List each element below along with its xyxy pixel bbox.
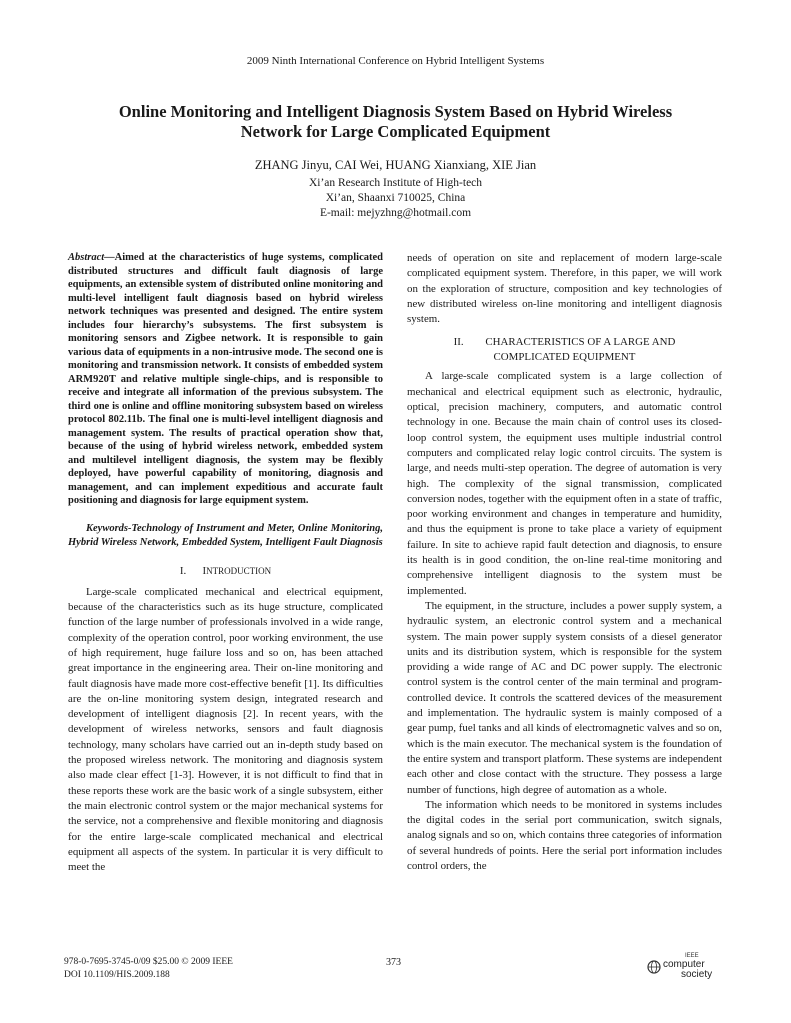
- affiliation-email: E-mail: mejyzhng@hotmail.com: [319, 207, 472, 219]
- authors: ZHANG Jinyu, CAI Wei, HUANG Xianxiang, XIE Jian: [254, 158, 537, 172]
- keywords: Keywords-Technology of Instrument and Meter, Online Monitoring, Hybrid Wireless Network, Embedded System, Intelligent Fault Diagnosis: [68, 522, 383, 548]
- continued-paragraph: needs of operation on site and replacement of modern large-scale complicated equipment system. Therefore, in this paper, we will work on the exploration of structure, composition and key technologies of new distributed wireless on-line monitoring and intelligent diagnosis system.: [407, 252, 722, 326]
- conference-header: 2009 Ninth International Conference on Hybrid Intelligent Systems: [246, 55, 545, 67]
- computer-society-logo-icon: [645, 950, 725, 980]
- footer-isbn: 978-0-7695-3745-0/09 $25.00 © 2009 IEEE: [64, 957, 233, 967]
- logo-line-2: society: [681, 969, 713, 980]
- paper-title: [60, 102, 731, 142]
- affiliation-institute: Xi’an Research Institute of High-tech: [308, 177, 483, 189]
- logo-ieee-text: IEEE: [685, 953, 699, 959]
- section-2-paragraph-1: A large-scale complicated system is a large collection of mechanical and electrical equipment such as electronic, hydraulic, optical, precision machinery, computers, and automatic control technology in one. Because the main chain of control uses its closed-loop control system, the equipment uses multiple industrial control computers and complicated relay logic control circuits. The system is large, and needs multi-step operation. The degree of automation is very high. The complexity of the signal transmission, complicated conversion nodes, together with the equipment often in a state of traffic, poor working environment and changes in temperature and humidity, and thus the equipment is prone to take place a variety of equipment failure. In site to achieve rapid fault detection and diagnosis, to ensure its health is in good condition, the on-line real-time monitoring and comprehensive intelligent diagnosis to the system must be implemented.: [407, 370, 722, 597]
- section-1-heading: I. INTRODUCTION: [179, 564, 272, 577]
- title-line-2: Network for Large Complicated Equipment: [240, 122, 551, 141]
- abstract-label: Abstract: [68, 252, 105, 263]
- title-line-1: Online Monitoring and Intelligent Diagnosis System Based on Hybrid Wireless: [118, 102, 673, 121]
- introduction-paragraph: Large-scale complicated mechanical and electrical equipment, because of the characteristics such as its huge structure, complicated function of the large number of professionals involved in a wide range, complexity of the operation control, poor working environment, the use of high requirement, huge failure loss and so on, has been attached great importance in the engineering area. Their on-line monitoring and fault diagnosis have made more cost-effective benefit [1]. Its difficulties are the on-line monitoring system design, integrated research and development of intelligent diagnosis [2]. In recent years, with the development of wireless networks, sensors and fault diagnosis technology, many scholars have carried out an in-depth study based on the proposed wireless network. The monitoring and diagnosis system also made clear effect [1-3]. However, it is not difficult to find that in these reports these work are the basic work of a single subsystem, either the main electronic control system or the major mechanical systems for the service, not a comprehensive and flexible monitoring and diagnosis for the entire large-scale complicated mechanical and electrical equipment all aspects of the system. In particular it is very difficult to meet the: [68, 585, 383, 874]
- abstract: [68, 251, 383, 508]
- affiliation: [0, 176, 791, 221]
- section-2-paragraph-3: The information which needs to be monitored in systems includes the digital codes in the serial port communication, switch signals, analog signals and so on, which contains three categories of information of several hundreds of points. Here the serial port information includes control orders, the: [407, 798, 722, 872]
- left-column: [68, 251, 383, 875]
- right-column: [407, 251, 722, 874]
- page-number: 373: [386, 957, 401, 968]
- section-2-paragraph-2: The equipment, in the structure, includes a power supply system, a hydraulic system, an electronic control system and a mechanical system. The main power supply system consists of a diesel generator units and its distribution system, which is responsible for the system providing a wide range of AC and DC power supply. The electronic control system is the control center of the main terminal and program-controlled device. It controls the scattered devices of the measurement and implementation. The hydraulic system is mainly composed of a gear pump, fuel tanks and all kinds of electromagnetic valves and so on, which is the main executor. The mechanical system is the foundation of the entire system and transport platform. These systems are independent each other and close contact with the structure. They possess a large number of functions, high degree of automation as a whole.: [407, 599, 722, 796]
- logo-line-1: computer: [663, 959, 705, 970]
- section-2-heading: II. CHARACTERISTICS OF A LARGE AND COMPLICATED EQUIPMENT: [453, 336, 676, 364]
- footer-doi: DOI 10.1109/HIS.2009.188: [64, 970, 170, 980]
- abstract-text: —Aimed at the characteristics of huge systems, complicated distributed structures and difficult fault diagnosis of large equipments, an extensible system of distributed online monitoring and multi-level intelligent fault diagnosis based on hybrid wireless network techniques was presented and designed. The entire system includes four hierarchy’s subsystems. The first subsystem is monitoring sensors and Zigbee network. It is responsible to gain various data of equipments in a non-intrusive mode. The second one is monitoring and transmission network. It consists of embedded system ARM920T and relative multiple single-chips, and is responsible to receive and integrate all information of the previous subsystem. The third one is online and offline monitoring subsystem based on wireless protocol 802.11b. The final one is multi-level intelligent diagnosis and management system. The results of practical operation show that, because of the using of hybrid wireless network, embedded system and multilevel intelligent diagnosis, the system may be flexibly deployed, have powerful capability of monitoring, diagnosis and management, and can implement expeditious and accurate fault positioning and diagnosis for large equipment system.: [68, 252, 383, 506]
- affiliation-address: Xi’an, Shaanxi 710025, China: [325, 192, 466, 204]
